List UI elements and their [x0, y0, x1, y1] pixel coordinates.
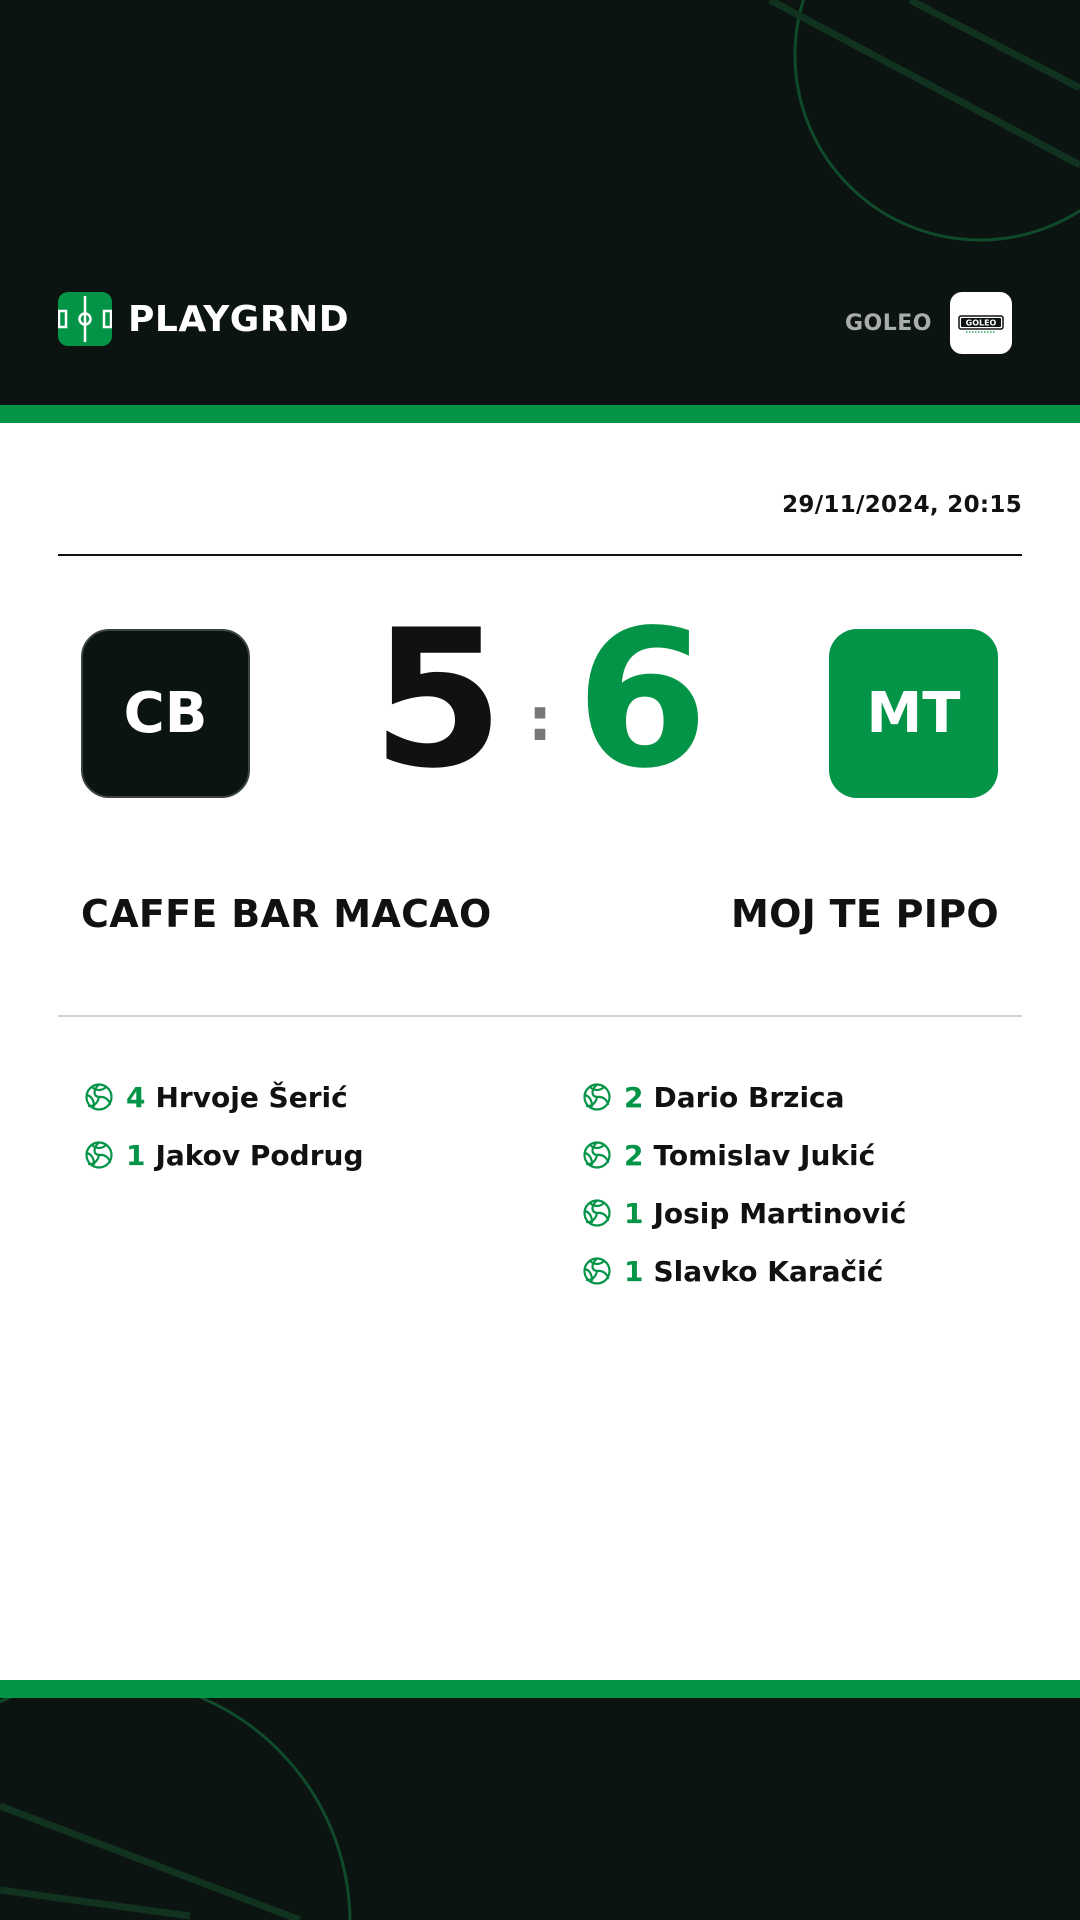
header-accent-stripe — [0, 405, 1080, 423]
goal-count: 1 — [126, 1138, 146, 1172]
scoreline — [360, 589, 720, 810]
away-team-badge: MT — [829, 629, 998, 798]
pitch-decoration — [0, 1698, 1080, 1920]
partner — [845, 292, 1012, 354]
player-name: Jakov Podrug — [155, 1138, 364, 1172]
goleo-logo — [950, 292, 1012, 354]
pitch-icon — [58, 292, 112, 346]
divider — [58, 1015, 1022, 1017]
player-name: Tomislav Jukić — [653, 1138, 876, 1172]
partner-label: GOLEO — [844, 310, 932, 336]
away-scorers-list — [582, 1068, 906, 1300]
scorer-item — [582, 1068, 906, 1126]
home-team-name: CAFFE BAR MACAO — [81, 892, 492, 936]
goal-count: 2 — [624, 1080, 644, 1114]
svg-text:GOLEO: GOLEO — [965, 318, 997, 328]
divider — [58, 554, 1022, 556]
brand — [58, 292, 349, 346]
player-name: Dario Brzica — [653, 1080, 845, 1114]
goal-count: 2 — [624, 1138, 644, 1172]
away-team-name: MOJ TE PIPO — [730, 892, 999, 936]
soccer-ball-icon — [582, 1256, 612, 1286]
goal-count: 1 — [624, 1196, 644, 1230]
goal-count: 1 — [624, 1254, 644, 1288]
scorer-item — [582, 1126, 906, 1184]
soccer-ball-icon — [582, 1082, 612, 1112]
scorer-item — [582, 1184, 906, 1242]
soccer-ball-icon — [84, 1140, 114, 1170]
home-scorers-list — [84, 1068, 364, 1184]
header — [0, 0, 1080, 405]
player-name: Hrvoje Šerić — [155, 1080, 348, 1114]
home-score: 5 — [371, 589, 504, 810]
goal-count: 4 — [126, 1080, 146, 1114]
home-team-badge: CB — [81, 629, 250, 798]
footer — [0, 1698, 1080, 1920]
soccer-ball-icon — [582, 1198, 612, 1228]
away-score: 6 — [576, 589, 709, 810]
score-separator: : — [528, 685, 552, 755]
scorer-item — [582, 1242, 906, 1300]
player-name: Josip Martinović — [653, 1196, 907, 1230]
brand-name: PLAYGRND — [128, 298, 350, 340]
scorer-item — [84, 1126, 364, 1184]
player-name: Slavko Karačić — [653, 1254, 884, 1288]
match-datetime: 29/11/2024, 20:15 — [782, 492, 1022, 518]
soccer-ball-icon — [582, 1140, 612, 1170]
scorer-item — [84, 1068, 364, 1126]
soccer-ball-icon — [84, 1082, 114, 1112]
footer-accent-stripe — [0, 1680, 1080, 1698]
